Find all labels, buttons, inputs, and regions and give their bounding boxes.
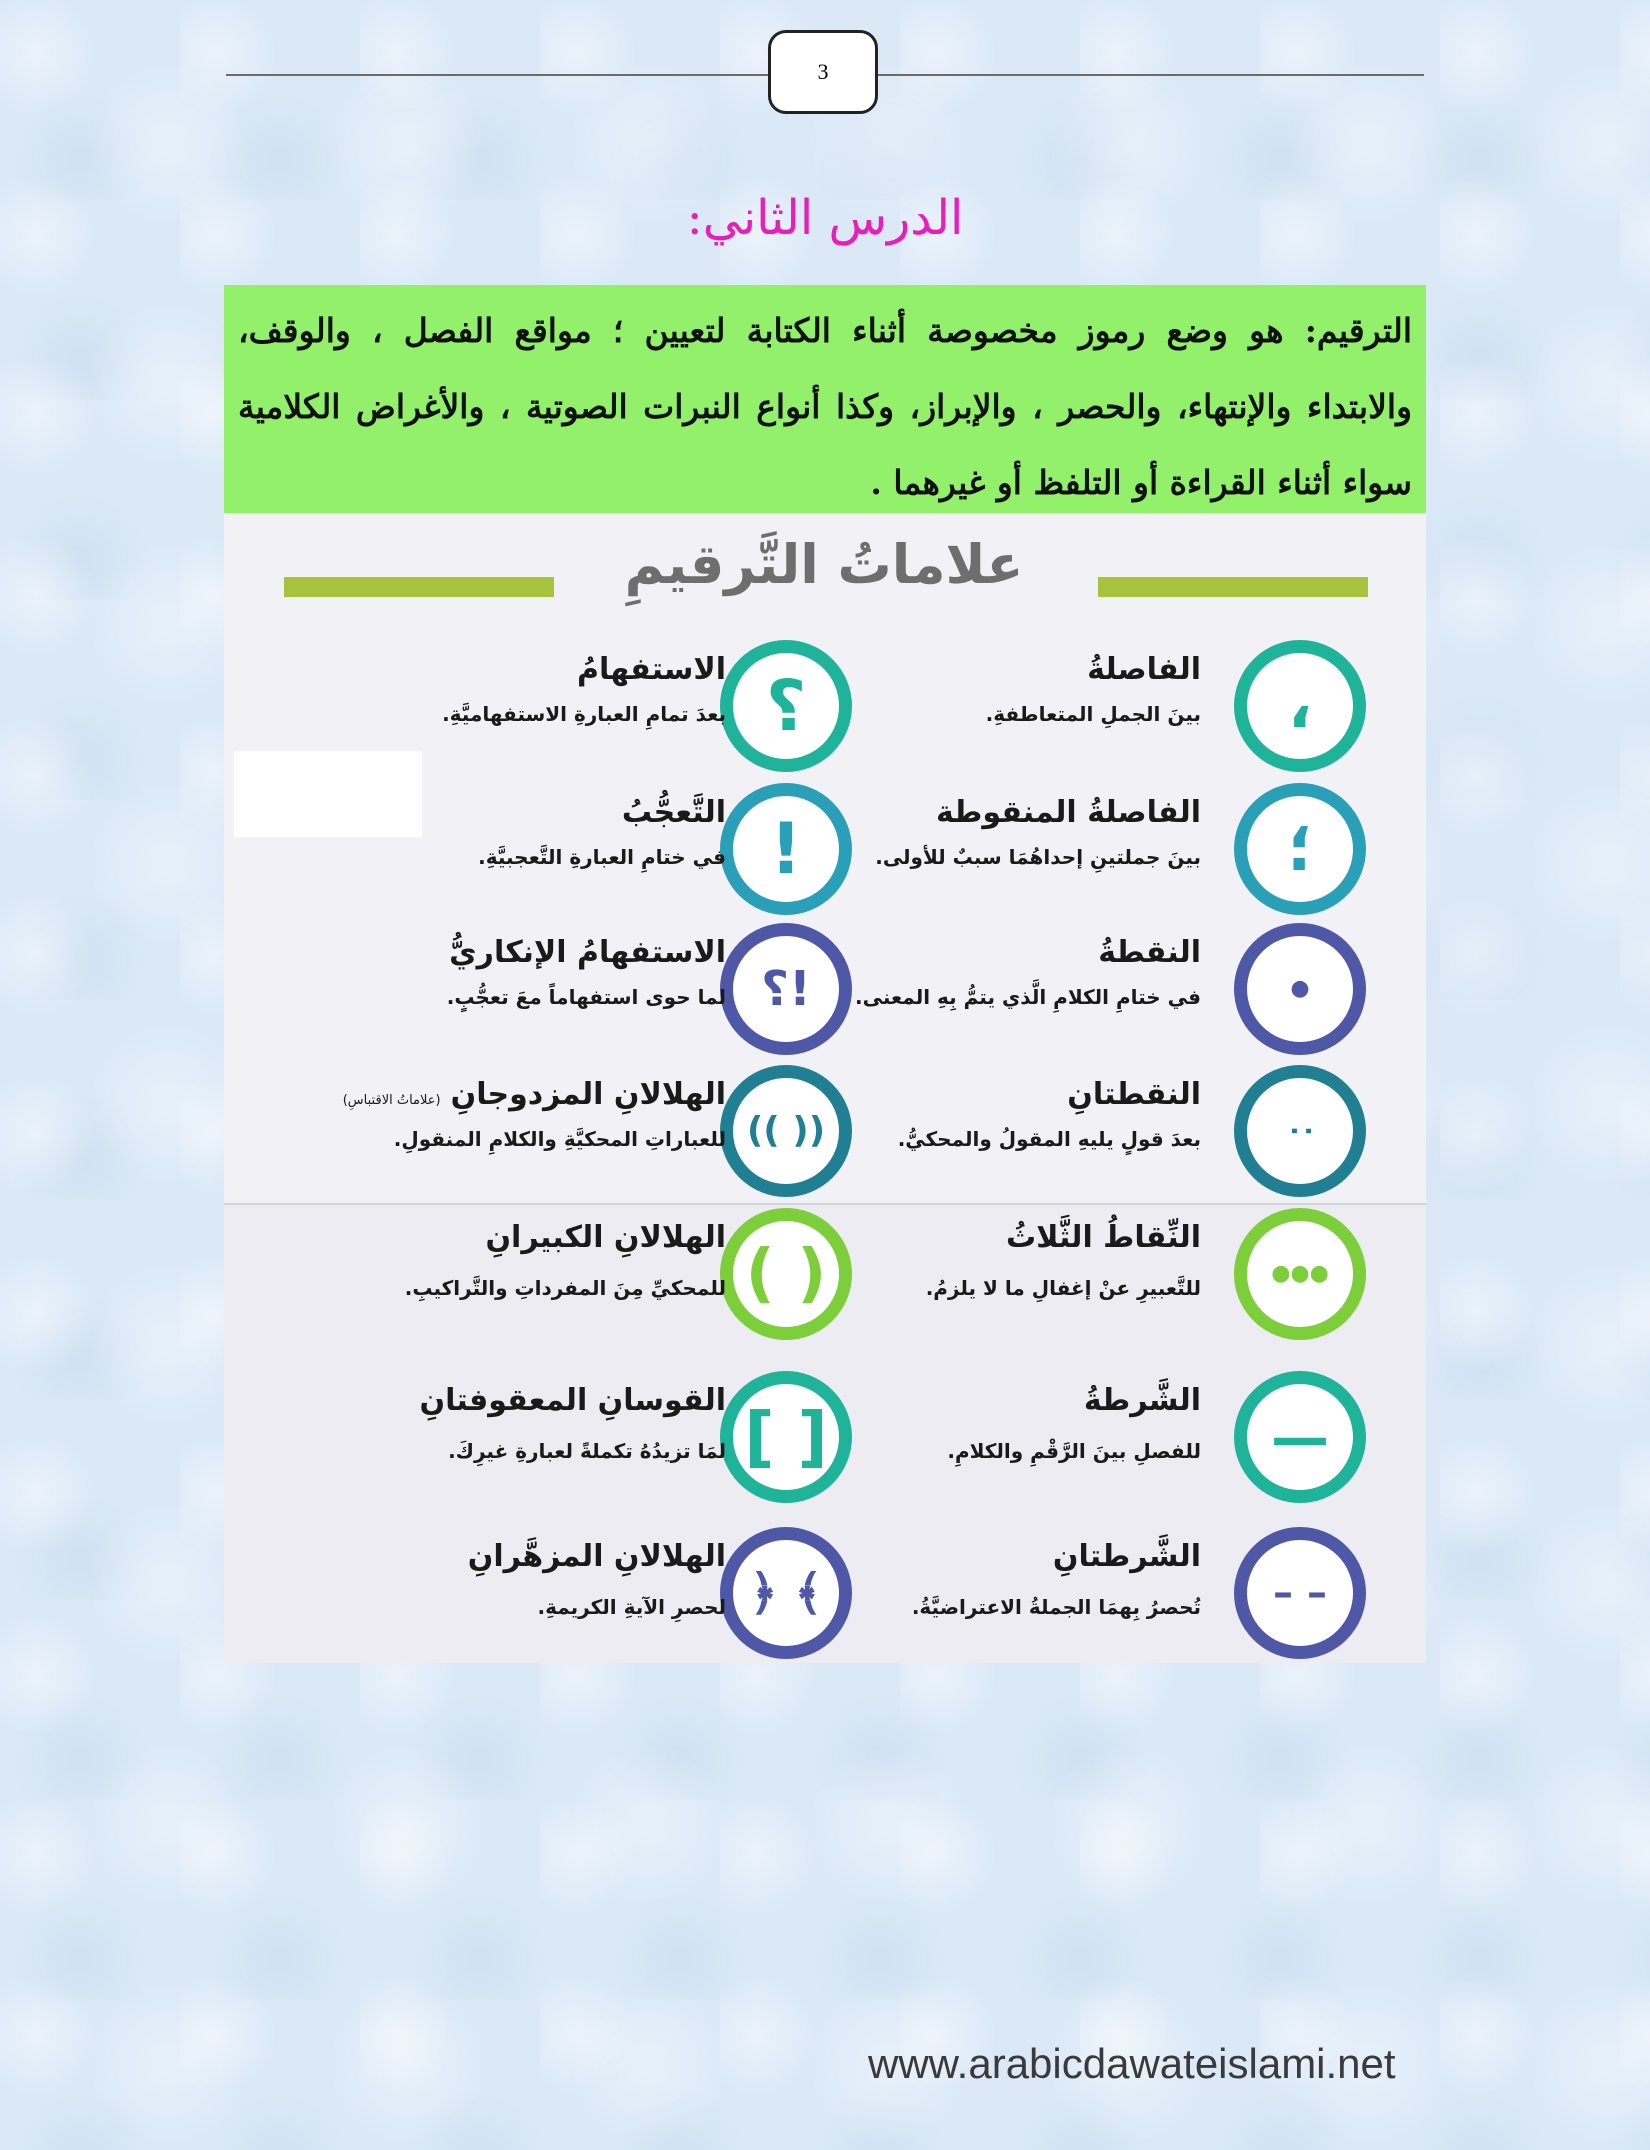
- mark-name-text: الهلالانِ الكبيرانِ: [485, 1220, 726, 1255]
- mark-description: للعباراتِ المحكيَّةِ والكلامِ المنقولِ.: [393, 1127, 726, 1151]
- mark-name-text: النِّقاطُ الثَّلاثُ: [1006, 1220, 1201, 1255]
- mark-symbol: ؟: [765, 665, 807, 747]
- ellipsis-icon: [1234, 1208, 1366, 1340]
- mark-symbol: [ ]: [744, 1398, 828, 1475]
- mark-name: [936, 795, 1201, 830]
- mark-symbol: ،: [1287, 669, 1313, 743]
- double-parentheses-icon: [720, 1065, 852, 1197]
- mark-symbol: ؟!: [761, 961, 811, 1017]
- mark-name: [622, 795, 726, 830]
- mark-description: لمَا تزيدُهُ تكملةً لعبارةِ غيرِكَ.: [448, 1439, 726, 1463]
- mark-symbol: ﴿ ﴾: [749, 1565, 823, 1621]
- double-dash-icon: [1234, 1527, 1366, 1659]
- title-bar-left: [284, 577, 554, 597]
- mark-name: [343, 1077, 726, 1112]
- mark-description: بعدَ قولٍ يليهِ المقولُ والمحكيُّ.: [897, 1127, 1201, 1151]
- footer-url: www.arabicdawateislami.net: [868, 2040, 1396, 2087]
- header-rule-left: [226, 74, 768, 76]
- definition-box: الترقيم: هو وضع رموز مخصوصة أثناء الكتابة لتعيين ؛ مواقع الفصل ، والوقف، والابتداء والإنتهاء، والحصر ، والإبراز، وكذا أنواع النبرات الصوتية ، والأغراض الكلامية سواء أثناء القراءة أو التلفظ أو غيرهما .: [224, 285, 1426, 513]
- mark-name-text: الهلالانِ المزدوجانِ: [450, 1077, 726, 1112]
- mark-description: للمحكيِّ مِنَ المفرداتِ والتَّراكيبِ.: [404, 1276, 726, 1300]
- mark-symbol: – –: [1273, 1570, 1327, 1616]
- mark-name: [1006, 1220, 1201, 1255]
- mark-name-text: الهلالانِ المزهَّرانِ: [467, 1539, 726, 1574]
- mark-symbol: ⁚: [1285, 1126, 1315, 1136]
- period-icon: [1234, 923, 1366, 1055]
- mark-name: [1087, 652, 1201, 687]
- comma-icon: [1234, 640, 1366, 772]
- mark-name-text: الشَّرطةُ: [1083, 1383, 1201, 1418]
- page-number: 3: [817, 59, 829, 84]
- dash-icon: [1234, 1371, 1366, 1503]
- mark-description: بعدَ تمامِ العبارةِ الاستفهاميَّةِ.: [442, 702, 726, 726]
- mark-description: في ختامِ العبارةِ التَّعجبيَّةِ.: [478, 845, 726, 869]
- mark-symbol: —: [1271, 1403, 1329, 1471]
- mark-name-text: النقطةُ: [1098, 935, 1201, 970]
- blank-patch: [234, 751, 422, 837]
- mark-symbol: ( ): [745, 1237, 827, 1311]
- parentheses-icon: [720, 1208, 852, 1340]
- mark-name-text: الفاصلةُ: [1087, 652, 1201, 687]
- mark-name: [468, 1539, 726, 1574]
- interrobang-icon: [720, 923, 852, 1055]
- mark-name: [1084, 1383, 1201, 1418]
- mark-description: تُحصرُ بِهمَا الجملةُ الاعتراضيَّةُ.: [911, 1595, 1201, 1619]
- mark-symbol: ●: [1290, 976, 1310, 1001]
- mark-name-text: الشَّرطتانِ: [1052, 1539, 1201, 1574]
- mark-description: للفصلِ بينَ الرَّقْمِ والكلامِ.: [947, 1439, 1201, 1463]
- mark-description: لحصرِ الآيةِ الكريمةِ.: [537, 1595, 726, 1619]
- header-rule-right: [878, 74, 1424, 76]
- punctuation-infographic: [224, 513, 1426, 1663]
- mark-name: [577, 652, 726, 687]
- mark-symbol: (( )): [746, 1110, 826, 1151]
- mark-name-text: الاستفهامُ: [576, 652, 726, 687]
- mark-name-text: القوسانِ المعقوفتانِ: [419, 1383, 726, 1418]
- mark-description: لما حوى استفهاماً معَ تعجُّبٍ.: [446, 985, 726, 1009]
- mark-description: للتَّعبيرِ عنْ إغفالِ ما لا يلزمُ.: [925, 1276, 1201, 1300]
- chart-title: علاماتُ التَّرقيمِ: [624, 533, 1024, 596]
- mark-symbol: !: [770, 808, 802, 890]
- ornate-parentheses-icon: [720, 1527, 852, 1659]
- mark-symbol: ؛: [1287, 812, 1313, 886]
- page-number-box: [768, 30, 878, 114]
- mark-name: [1098, 935, 1201, 970]
- mark-name: [449, 935, 726, 970]
- mark-name: [1053, 1539, 1201, 1574]
- mark-name: [419, 1383, 726, 1418]
- exclamation-icon: [720, 783, 852, 915]
- semicolon-icon: [1234, 783, 1366, 915]
- mark-name-text: النقطتانِ: [1067, 1077, 1201, 1112]
- mark-name: [485, 1220, 726, 1255]
- mark-note: (علاماتُ الاقتباسِ): [342, 1093, 441, 1108]
- colon-icon: [1234, 1065, 1366, 1197]
- panel-divider: [224, 1203, 1426, 1205]
- mark-name-text: الاستفهامُ الإنكاريُّ: [449, 935, 726, 970]
- mark-name: [1067, 1077, 1201, 1112]
- mark-description: بينَ الجملِ المتعاطفةِ.: [985, 702, 1201, 726]
- square-brackets-icon: [720, 1371, 852, 1503]
- mark-description: في ختامِ الكلامِ الَّذي يتمُّ بِهِ المعنى.: [855, 985, 1201, 1009]
- title-bar-right: [1098, 577, 1368, 597]
- mark-symbol: ●●●: [1271, 1261, 1329, 1286]
- mark-name-text: التَّعجُّبُ: [621, 795, 726, 830]
- mark-description: بينَ جملتينِ إحداهُمَا سببٌ للأولى.: [875, 845, 1201, 869]
- question-mark-icon: [720, 640, 852, 772]
- lesson-title: الدرس الثاني:: [686, 190, 964, 246]
- mark-name-text: الفاصلةُ المنقوطة: [935, 795, 1201, 830]
